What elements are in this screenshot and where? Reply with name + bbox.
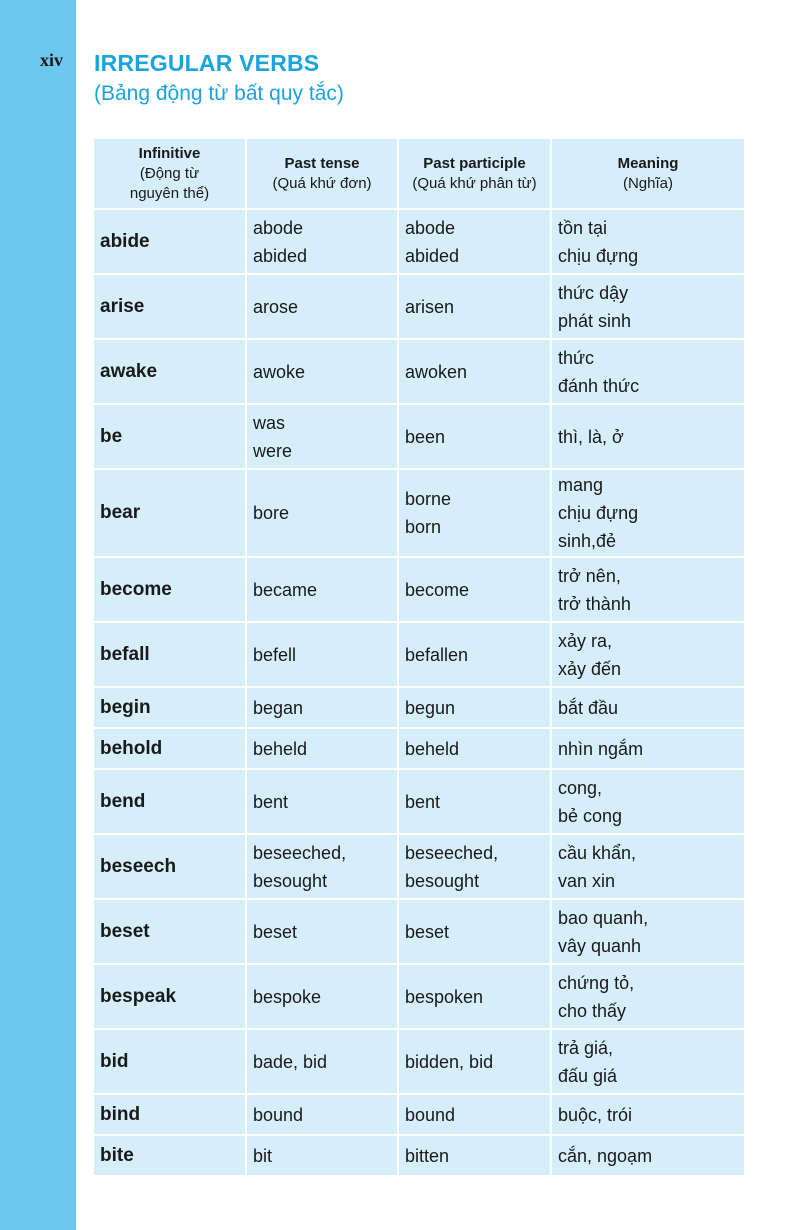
table-row xyxy=(94,557,744,622)
cell-line: mang xyxy=(558,475,604,495)
cell-line: beset xyxy=(253,921,298,942)
cell-meaning xyxy=(551,687,744,728)
cell-line: beheld xyxy=(405,738,460,759)
cell-infinitive: bear xyxy=(94,469,246,557)
cell-line: abided xyxy=(405,245,460,266)
irregular-verbs-table xyxy=(94,139,744,1177)
cell-line: bade, bid xyxy=(253,1051,328,1072)
cell-meaning xyxy=(551,404,744,469)
header-sublabel: (Động từ xyxy=(139,164,200,182)
table-header-row xyxy=(94,139,744,209)
cell-past-tense xyxy=(246,557,398,622)
cell-line: van xin xyxy=(558,870,616,891)
cell-past-participle xyxy=(398,899,551,964)
cell-meaning xyxy=(551,728,744,769)
cell-line: become xyxy=(405,579,470,600)
table-row xyxy=(94,1029,744,1094)
header-sublabel: (Nghĩa) xyxy=(622,174,674,192)
cell-line: begun xyxy=(405,697,456,718)
cell-line: buộc, trói xyxy=(558,1104,633,1125)
cell-line: trở nên, xyxy=(558,565,621,586)
cell-line: chứng tỏ, xyxy=(558,972,635,993)
cell-infinitive: behold xyxy=(94,728,246,769)
cell-past-participle xyxy=(398,687,551,728)
table-row xyxy=(94,769,744,834)
cell-line: abided xyxy=(253,245,308,266)
cell-line: became xyxy=(253,579,318,600)
cell-meaning xyxy=(551,622,744,687)
cell-line: was xyxy=(253,412,286,433)
table-row xyxy=(94,209,744,274)
cell-line: nhìn ngắm xyxy=(558,738,644,759)
cell-infinitive: bind xyxy=(94,1094,246,1135)
cell-line: bao quanh, xyxy=(558,907,649,928)
cell-line: sinh,đẻ xyxy=(558,531,617,551)
cell-past-tense xyxy=(246,964,398,1029)
cell-meaning xyxy=(551,1135,744,1176)
cell-infinitive: bend xyxy=(94,769,246,834)
cell-line: đánh thức xyxy=(558,375,640,396)
page-sidebar xyxy=(0,0,76,1230)
cell-past-tense xyxy=(246,728,398,769)
cell-past-tense xyxy=(246,1135,398,1176)
cell-line: besought xyxy=(405,870,480,891)
cell-line: trả giá, xyxy=(558,1037,614,1058)
cell-line: bắt đầu xyxy=(558,697,619,718)
cell-line: xảy đến xyxy=(558,658,622,679)
cell-meaning xyxy=(551,1029,744,1094)
header-sublabel: nguyên thể) xyxy=(129,184,210,202)
cell-meaning xyxy=(551,834,744,899)
cell-past-participle xyxy=(398,1135,551,1176)
cell-past-participle xyxy=(398,834,551,899)
cell-meaning xyxy=(551,769,744,834)
cell-line: were xyxy=(253,440,293,461)
cell-line: awoken xyxy=(405,361,468,382)
cell-line: thức xyxy=(558,347,595,368)
cell-meaning xyxy=(551,1094,744,1135)
cell-line: bitten xyxy=(405,1145,450,1166)
cell-line: awoke xyxy=(253,361,306,382)
cell-line: xảy ra, xyxy=(558,630,613,651)
cell-line: bespoken xyxy=(405,986,484,1007)
cell-line: befallen xyxy=(405,644,469,665)
header-label: Meaning xyxy=(617,154,679,172)
cell-meaning xyxy=(551,964,744,1029)
cell-past-tense xyxy=(246,622,398,687)
cell-infinitive: beseech xyxy=(94,834,246,899)
table-row xyxy=(94,899,744,964)
cell-line: bent xyxy=(405,791,441,812)
cell-past-tense xyxy=(246,769,398,834)
cell-past-participle xyxy=(398,1094,551,1135)
cell-past-participle xyxy=(398,964,551,1029)
cell-infinitive: begin xyxy=(94,687,246,728)
header-past-participle xyxy=(398,139,551,209)
cell-past-participle xyxy=(398,622,551,687)
cell-infinitive: arise xyxy=(94,274,246,339)
cell-infinitive: abide xyxy=(94,209,246,274)
cell-line: bound xyxy=(253,1104,304,1125)
cell-past-tense xyxy=(246,274,398,339)
cell-line: born xyxy=(405,517,442,537)
cell-infinitive: awake xyxy=(94,339,246,404)
cell-meaning xyxy=(551,209,744,274)
cell-past-tense xyxy=(246,469,398,557)
cell-line: bound xyxy=(405,1104,456,1125)
cell-line: beseeched, xyxy=(253,842,347,863)
cell-past-tense xyxy=(246,404,398,469)
cell-past-participle xyxy=(398,1029,551,1094)
cell-line: thức dậy xyxy=(558,282,629,303)
cell-line: đấu giá xyxy=(558,1065,618,1086)
cell-past-participle xyxy=(398,557,551,622)
cell-line: cong, xyxy=(558,777,603,798)
cell-past-tense xyxy=(246,1029,398,1094)
table-row xyxy=(94,404,744,469)
header-meaning xyxy=(551,139,744,209)
page-title: IRREGULAR VERBS xyxy=(94,50,320,76)
cell-line: bidden, bid xyxy=(405,1051,494,1072)
cell-line: bẻ cong xyxy=(558,805,623,826)
page-number: xiv xyxy=(40,50,64,70)
cell-past-tense xyxy=(246,209,398,274)
cell-line: cho thấy xyxy=(558,1000,627,1021)
cell-line: trở thành xyxy=(558,593,631,614)
cell-line: beset xyxy=(405,921,450,942)
header-label: Past participle xyxy=(423,154,526,172)
cell-line: abode xyxy=(253,217,304,238)
cell-past-participle xyxy=(398,404,551,469)
table-row xyxy=(94,834,744,899)
cell-line: bent xyxy=(253,791,289,812)
cell-line: been xyxy=(405,426,446,447)
cell-line: cắn, ngoạm xyxy=(558,1145,653,1166)
cell-meaning xyxy=(551,339,744,404)
cell-line: arose xyxy=(253,296,299,317)
cell-infinitive: beset xyxy=(94,899,246,964)
header-sublabel: (Quá khứ phân từ) xyxy=(412,174,537,192)
cell-past-participle xyxy=(398,274,551,339)
header-label: Infinitive xyxy=(138,144,201,162)
cell-past-tense xyxy=(246,687,398,728)
table-row xyxy=(94,687,744,728)
cell-line: vây quanh xyxy=(558,935,642,956)
table-row xyxy=(94,469,744,557)
cell-line: cầu khẩn, xyxy=(558,842,637,863)
cell-past-tense xyxy=(246,1094,398,1135)
cell-past-participle xyxy=(398,209,551,274)
table-row xyxy=(94,728,744,769)
table-row xyxy=(94,1094,744,1135)
cell-line: tồn tại xyxy=(558,217,608,238)
cell-line: beheld xyxy=(253,738,308,759)
page-subtitle: (Bảng động từ bất quy tắc) xyxy=(94,82,344,105)
cell-line: bit xyxy=(253,1145,273,1166)
cell-meaning xyxy=(551,899,744,964)
cell-line: beseeched, xyxy=(405,842,499,863)
cell-meaning xyxy=(551,557,744,622)
cell-meaning xyxy=(551,469,744,557)
header-sublabel: (Quá khứ đơn) xyxy=(272,174,372,192)
cell-past-tense xyxy=(246,339,398,404)
cell-line: arisen xyxy=(405,296,455,317)
cell-infinitive: be xyxy=(94,404,246,469)
cell-past-participle xyxy=(398,339,551,404)
table-row xyxy=(94,1135,744,1176)
header-past-tense xyxy=(246,139,398,209)
table-row xyxy=(94,339,744,404)
cell-infinitive: become xyxy=(94,557,246,622)
table-row xyxy=(94,964,744,1029)
cell-line: thì, là, ở xyxy=(558,426,624,447)
cell-infinitive: befall xyxy=(94,622,246,687)
cell-infinitive: bespeak xyxy=(94,964,246,1029)
cell-line: phát sinh xyxy=(558,310,632,331)
cell-line: befell xyxy=(253,644,297,665)
cell-past-participle xyxy=(398,728,551,769)
cell-past-participle xyxy=(398,769,551,834)
table-row xyxy=(94,274,744,339)
cell-line: began xyxy=(253,697,304,718)
cell-line: bespoke xyxy=(253,986,322,1007)
cell-past-tense xyxy=(246,899,398,964)
cell-line: bore xyxy=(253,503,290,523)
table-row xyxy=(94,622,744,687)
cell-line: chịu đựng xyxy=(558,245,639,266)
header-label: Past tense xyxy=(284,154,360,172)
cell-past-tense xyxy=(246,834,398,899)
cell-infinitive: bite xyxy=(94,1135,246,1176)
cell-line: abode xyxy=(405,217,456,238)
cell-meaning xyxy=(551,274,744,339)
cell-past-participle xyxy=(398,469,551,557)
cell-line: besought xyxy=(253,870,328,891)
header-infinitive xyxy=(94,139,246,209)
cell-line: chịu đựng xyxy=(558,503,639,523)
cell-infinitive: bid xyxy=(94,1029,246,1094)
cell-line: borne xyxy=(405,489,452,509)
